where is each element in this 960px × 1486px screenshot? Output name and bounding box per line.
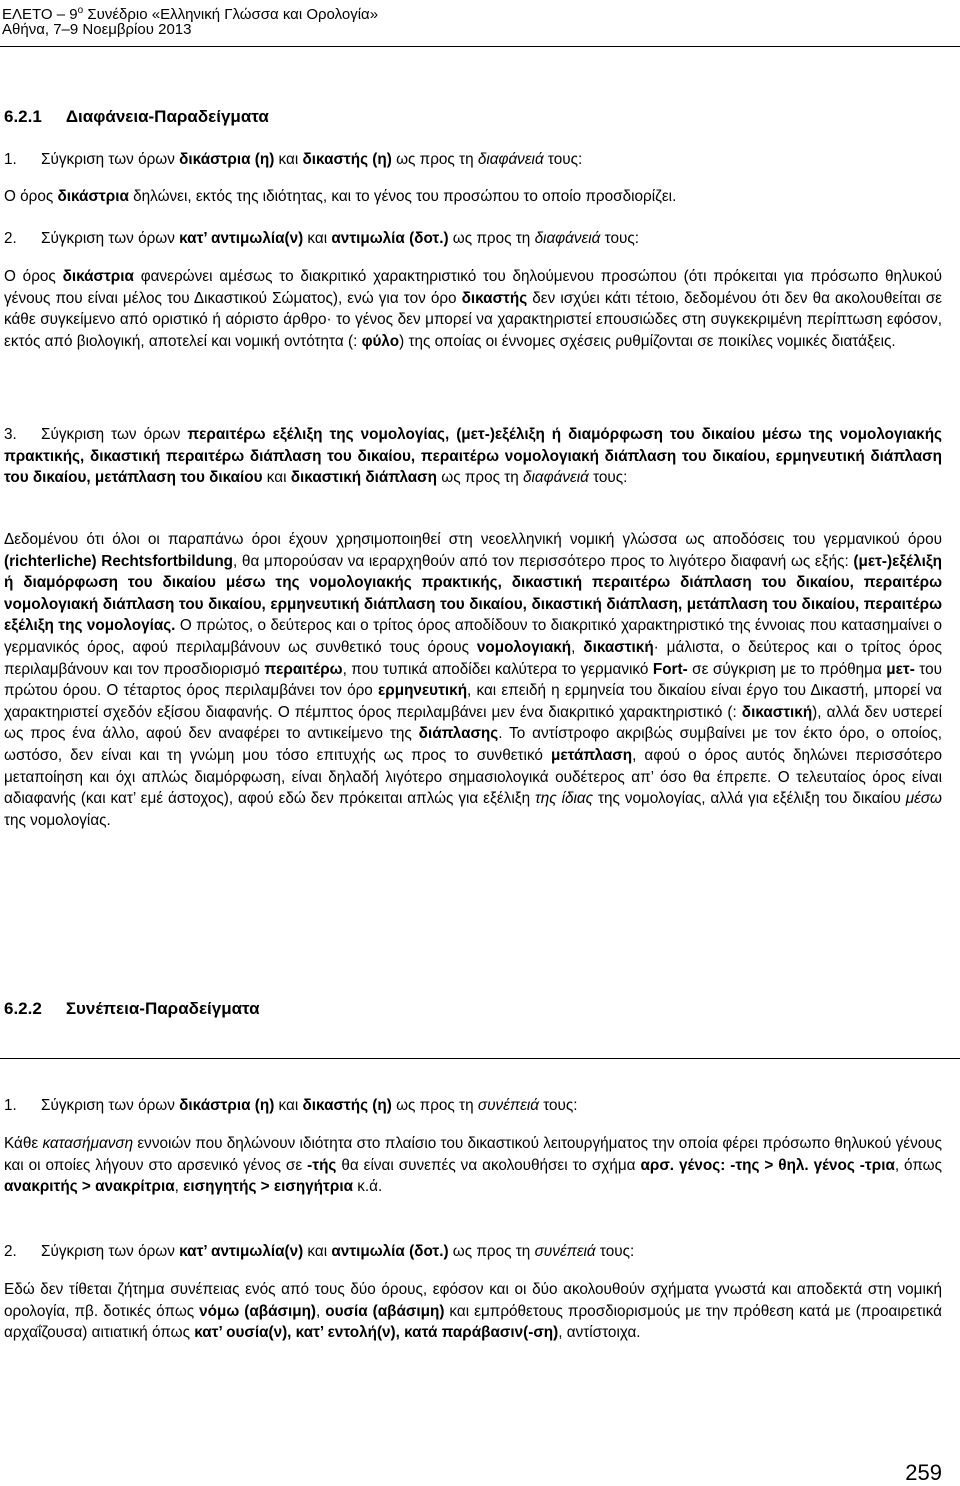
text-run: Ο όρος xyxy=(4,268,63,285)
bold-term: Fort- xyxy=(652,660,688,678)
text-run: ), αλλά δεν υστερεί ως προς ένα άλλο, αφού δεν αναφέρει το αντικείμενο της xyxy=(4,703,942,743)
italic-term: διαφάνειά xyxy=(523,469,589,487)
text-run: και εμπρόθετους προσδιορισμούς με την πρόθεση κατά με (προαιρετικά αρχαΐζουσα) αιτιατική όπως xyxy=(4,1302,943,1342)
section-title-synepeia xyxy=(4,998,260,1020)
italic-term: μέσω xyxy=(905,790,942,808)
italic-term: διαφάνειά xyxy=(477,151,544,168)
text-run: κ.ά. xyxy=(352,1178,383,1196)
bold-term: διάπλασης xyxy=(418,725,499,743)
text-run: , που τυπικά αποδίδει καλύτερα το γερμανικό xyxy=(342,660,653,678)
text-run: Ο πρώτος, ο δεύτερος και ο τρίτος όρος αποδίδουν το διακριτικό χαρακτηριστικό της έννοιας που κατασημαίνει ο γερμανικός όρος, αφού περιλαμβάνουν ως συνθετικό τους όρους xyxy=(4,617,942,656)
text-run: Σύγκριση των όρων xyxy=(41,1243,180,1260)
text-run: , θα μπορούσαν να ιεραρχηθούν από τον περισσότερο προς το λιγότερο διαφανή ως εξής: xyxy=(233,552,854,570)
bold-term: δικαστής (η) xyxy=(302,1097,392,1114)
bold-term: περαιτέρω xyxy=(264,660,343,678)
bold-term: δικάστρια (η) xyxy=(179,1097,275,1114)
text-run: Ο όρος xyxy=(4,188,58,205)
bold-term: δικαστική xyxy=(583,638,654,656)
section-number: 6.2.1 xyxy=(4,107,42,126)
text-run: του πρώτου όρου. Ο τέταρτος όρος περιλαμβάνει τον όρο xyxy=(4,660,942,700)
bold-term: δικαστική xyxy=(741,703,813,721)
bold-term: δικαστής (η) xyxy=(302,151,392,168)
text-run: , αφού ο όρος αυτός δηλώνει περισσότερο μεταποίηση και όχι απλώς διαμόρφωση, είναι δηλαδή λιγότερο σημασιολογικά ουδέτερος απ’ όσο θα έπρεπε. Ο τελευταίος όρος είναι αδιαφανής (και κατ’ εμέ άστοχος), αφού εδώ δεν πρόκειται απλώς για εξέλιξη xyxy=(4,746,942,808)
bold-term: -τής xyxy=(307,1156,337,1174)
section-title-text: Συνέπεια-Παραδείγματα xyxy=(65,999,260,1018)
bold-term: δικάστρια xyxy=(57,188,129,205)
text-run: ως προς τη xyxy=(448,1243,535,1260)
item-body xyxy=(4,1133,942,1198)
item-heading xyxy=(4,424,942,489)
bold-term: εισηγητής > εισηγήτρια xyxy=(183,1178,353,1196)
header-prefix: ΕΛΕΤΟ – 9 xyxy=(2,6,78,23)
bold-term: αντιμωλία (δοτ.) xyxy=(331,1243,449,1260)
text-run: Σύγκριση των όρων xyxy=(41,426,188,443)
bold-term: κατ’ αντιμωλία(ν) xyxy=(179,230,304,247)
text-run: ) της οποίας οι έννομες σχέσεις ρυθμίζονται σε ποικίλες νομικές διατάξεις. xyxy=(399,332,896,350)
item-body xyxy=(4,529,942,831)
bold-term: δικαστής xyxy=(461,289,528,307)
text-run: , xyxy=(571,638,584,656)
italic-term: συνέπειά xyxy=(534,1243,596,1260)
item-number: 1. xyxy=(4,1097,17,1114)
text-run: τους: xyxy=(543,151,583,168)
text-run: της νομολογίας. xyxy=(4,811,111,829)
italic-term: της ίδιας xyxy=(535,790,594,808)
item-number: 2. xyxy=(4,230,17,247)
text-run: , όπως xyxy=(894,1156,942,1174)
text-run: Σύγκριση των όρων xyxy=(41,1097,180,1114)
text-run: ως προς τη xyxy=(391,1097,478,1114)
bold-term: μετ- xyxy=(886,660,915,678)
item-number: 3. xyxy=(4,426,17,443)
bold-term: (μετ-)εξέλιξη ή διαμόρφωση του δικαίου μέσω της νομολογιακής πρακτικής, δικαστική περαιτέρω διάπλαση του δικαίου, περαιτέρω νομολογιακή διάπλαση του δικαίου, ερμηνευτική διάπλαση του δικαίου, δικαστική διάπλαση, μετάπλαση του δικαίου, περαιτέρω εξέλιξη της νομολογίας. xyxy=(4,552,942,635)
text-run: Κάθε xyxy=(4,1135,43,1152)
section-divider xyxy=(0,1058,960,1059)
text-run: , xyxy=(316,1302,326,1320)
bold-term: νομολογιακή xyxy=(476,638,572,656)
item-number: 2. xyxy=(4,1243,17,1260)
text-run: και xyxy=(303,1243,332,1260)
section-title-text: Διαφάνεια-Παραδείγματα xyxy=(65,107,269,126)
bold-term: ανακριτής > ανακρίτρια xyxy=(4,1178,175,1196)
header-suffix: Συνέδριο «Ελληνική Γλώσσα και Ορολογία» xyxy=(83,6,379,23)
text-run: της νομολογίας, αλλά για εξέλιξη του δικαίου xyxy=(593,790,906,808)
text-run: δηλώνει, εκτός της ιδιότητας, και το γένος του προσώπου το οποίο προσδιορίζει. xyxy=(128,188,677,205)
section-title-diafaneia xyxy=(4,106,269,128)
text-run: εννοιών που δηλώνουν ιδιότητα στο πλαίσιο του δικαστικού λειτουργήματος την οποία φέρει πρόσωπο θηλυκού γένους και οι οποίες λήγουν στο αρσενικό γένος σε xyxy=(4,1135,942,1174)
text-run: φανερώνει αμέσως το διακριτικό χαρακτηριστικό του δηλούμενου προσώπου (ότι πρόκειται για πρόσωπο θηλυκού γένους που είναι μέλος του Δικαστικού Σώματος), ενώ για τον όρο xyxy=(4,268,942,307)
bold-term: νόμω (αβάσιμη) xyxy=(199,1302,317,1320)
bold-term: φύλο xyxy=(361,332,400,350)
item-body xyxy=(4,186,942,208)
header-line-2: Αθήνα, 7–9 Νοεμβρίου 2013 xyxy=(2,21,192,38)
bold-term: ουσία (αβάσιμη) xyxy=(325,1302,445,1320)
text-run: Εδώ δεν τίθεται ζήτημα συνέπειας ενός από τους δύο όρους, εφόσον και οι δύο ακολουθούν σχήματα γνωστά και αποδεκτά στη νομική ορολογία, πβ. δοτικές όπως xyxy=(4,1281,942,1320)
text-run: ως προς τη xyxy=(391,151,478,168)
text-run: , xyxy=(174,1178,184,1196)
item-heading xyxy=(4,149,942,171)
text-run: Σύγκριση των όρων xyxy=(41,230,180,247)
text-run: ως προς τη xyxy=(448,230,535,247)
bold-term: περαιτέρω εξέλιξη της νομολογίας, (μετ-)εξέλιξη ή διαμόρφωση του δικαίου μέσω της νομολογιακής πρακτικής, δικαστική περαιτέρω διάπλαση του δικαίου, περαιτέρω νομολογιακή διάπλαση του δικαίου, ερμηνευτική διάπλαση του δικαίου, μετάπλαση του δικαίου xyxy=(4,426,942,487)
text-run: σε σύγκριση με το πρόθημα xyxy=(687,660,887,678)
bold-term: δικάστρια xyxy=(62,268,134,285)
bold-term: κατ’ αντιμωλία(ν) xyxy=(179,1243,304,1260)
header-divider xyxy=(0,46,960,47)
text-run: τους: xyxy=(600,230,639,247)
bold-term: δικάστρια (η) xyxy=(179,151,275,168)
item-heading xyxy=(4,228,942,250)
text-run: και xyxy=(274,151,303,168)
text-run: Δεδομένου ότι όλοι οι παραπάνω όροι έχουν χρησιμοποιηθεί στη νεοελληνική νομική γλώσσα ως αποδόσεις του γερμανικού όρου xyxy=(4,531,942,548)
bold-term: αντιμωλία (δοτ.) xyxy=(331,230,449,247)
section-number: 6.2.2 xyxy=(4,999,42,1018)
bold-term: κατ’ ουσία(ν), κατ’ εντολή(ν), κατά παράβασιν(-ση) xyxy=(194,1324,559,1342)
text-run: . Το αντίστροφο ακριβώς συμβαίνει με τον έκτο όρο, ο οποίος, ωστόσο, δεν είναι και τη γνώμη μου τόσο επιτυχής ως προς το συνθετικό xyxy=(4,725,942,764)
text-run: τους: xyxy=(595,1243,635,1260)
text-run: δεν ισχύει κάτι τέτοιο, δεδομένου ότι δεν θα ακολουθείται σε κάθε συγκείμενο από οριστικό ή αόριστο άρθρο· το γένος δεν μπορεί να χαρακτηριστεί επουσιώδες στη συγκεκριμένη περίπτωση εφόσον, εκτός από βιολογική, αποτελεί και νομική οντότητα (: xyxy=(4,289,942,350)
text-run: · μάλιστα, ο δεύτερος και ο τρίτος όρος περιλαμβάνουν και τον προσδιορισμό xyxy=(4,638,942,678)
text-run: Σύγκριση των όρων xyxy=(41,151,180,168)
text-run: θα είναι συνεπές να ακολουθήσει το σχήμα xyxy=(336,1156,641,1174)
item-body xyxy=(4,1279,942,1344)
text-run: και xyxy=(303,230,332,247)
text-run: και xyxy=(274,1097,303,1114)
text-run: , και επειδή η ερμηνεία του δικαίου είναι έργο του Δικαστή, μπορεί να χαρακτηριστεί σχεδόν εξίσου διαφανής. Ο πέμπτος όρος περιλαμβάνει μεν ένα διακριτικό χαρακτηριστικό (: xyxy=(4,682,942,721)
item-number: 1. xyxy=(4,151,17,168)
text-run: τους: xyxy=(538,1097,578,1114)
text-run: και xyxy=(262,469,291,487)
italic-term: διαφάνειά xyxy=(534,230,601,247)
bold-term: αρσ. γένος: -της > θηλ. γένος -τρια xyxy=(640,1156,895,1174)
page-number: 259 xyxy=(905,1460,942,1485)
item-heading xyxy=(4,1095,942,1117)
text-run: τους: xyxy=(588,469,628,487)
item-body xyxy=(4,266,942,352)
text-run: , αντίστοιχα. xyxy=(558,1324,641,1342)
text-run: ως προς τη xyxy=(437,469,524,487)
bold-term: μετάπλαση xyxy=(550,746,633,764)
bold-term: (richterliche) Rechtsfortbildung xyxy=(4,552,234,570)
italic-term: κατασήμανση xyxy=(42,1135,134,1152)
italic-term: συνέπειά xyxy=(477,1097,539,1114)
bold-term: ερμηνευτική xyxy=(377,682,468,700)
header-ordinal: ο xyxy=(77,5,84,16)
bold-term: δικαστική διάπλαση xyxy=(290,469,437,487)
item-heading xyxy=(4,1241,942,1263)
